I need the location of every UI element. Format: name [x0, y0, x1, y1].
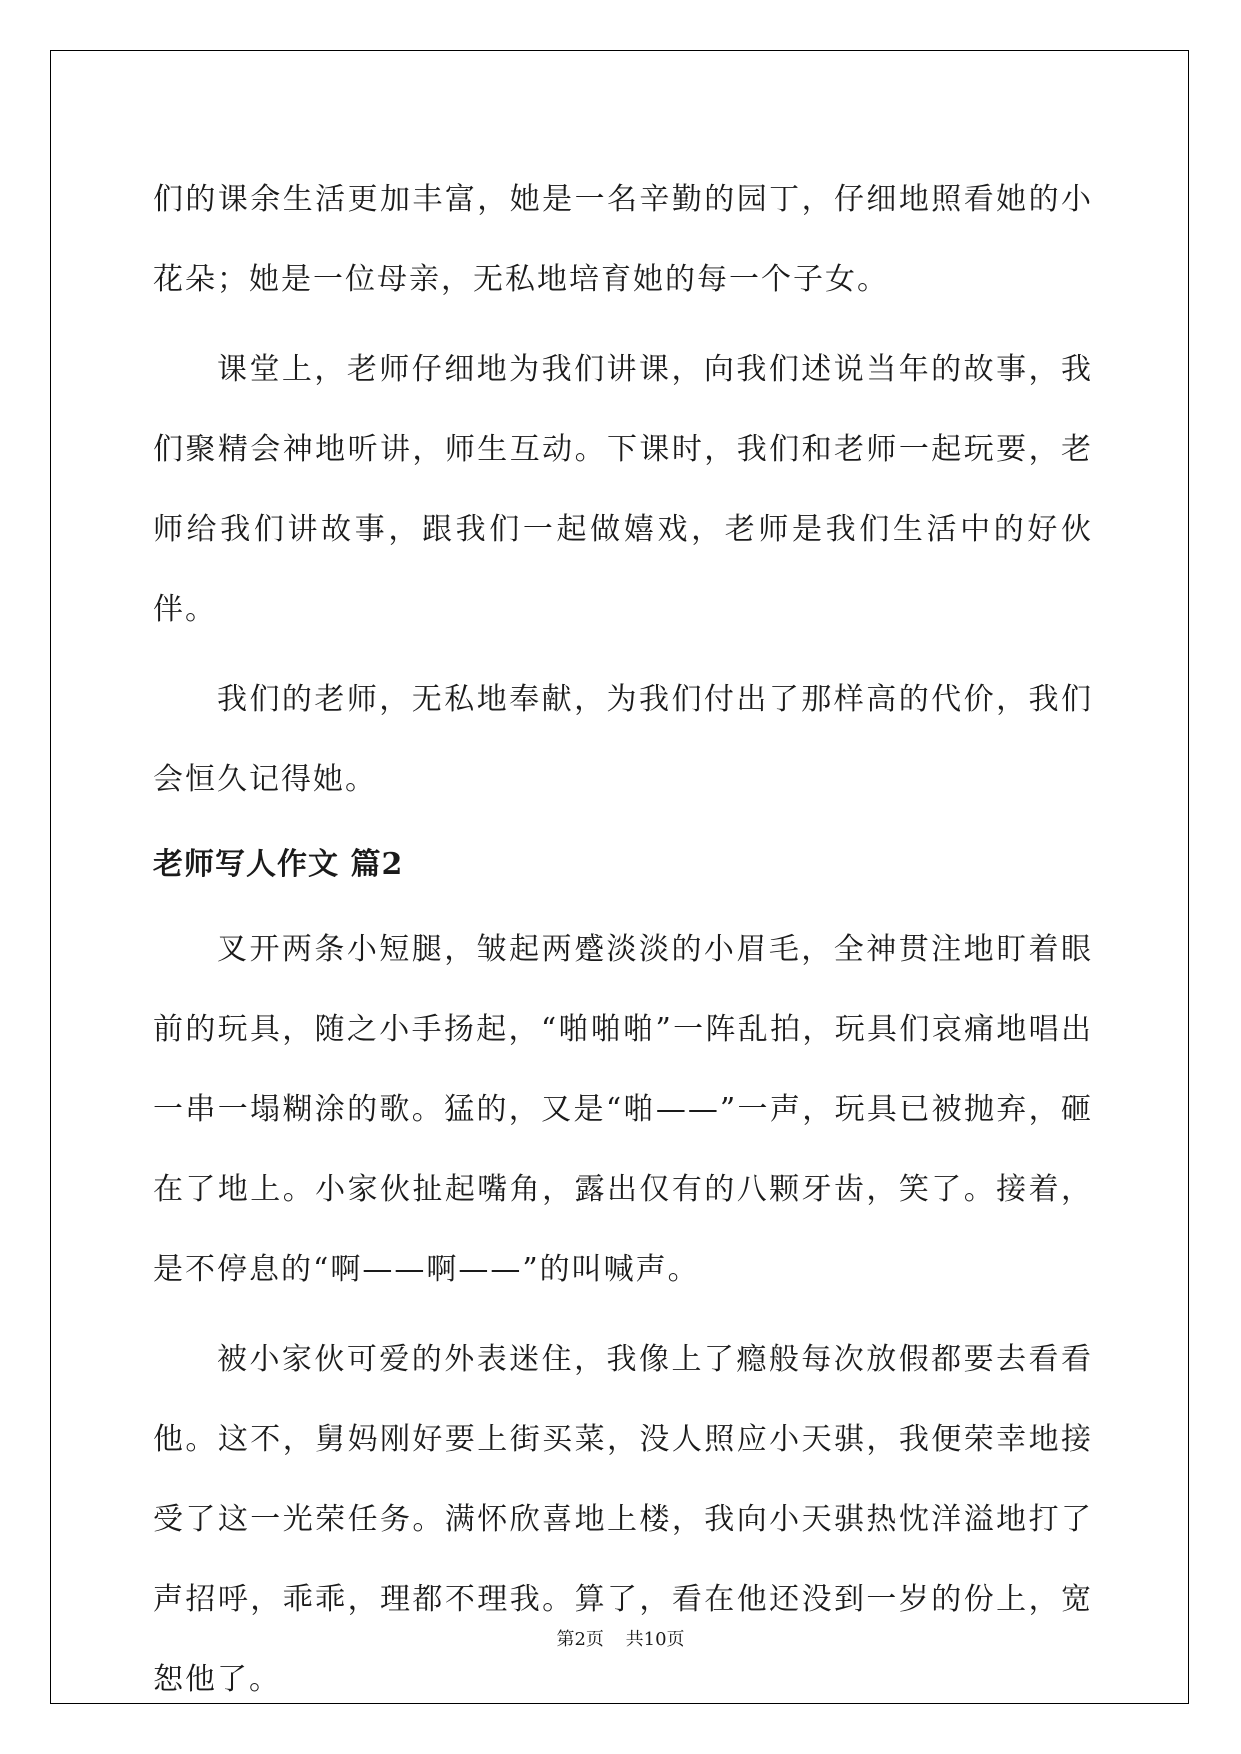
paragraph-4: 叉开两条小短腿，皱起两蹙淡淡的小眉毛，全神贯注地盯着眼前的玩具，随之小手扬起，“啪啪啪”一阵乱拍，玩具们哀痛地唱出一串一塌糊涂的歌。猛的，又是“啪——”一声，玩具已被抛弃，砸在了地上。小家伙扯起嘴角，露出仅有的八颗牙齿，笑了。接着，是不停息的“啊——啊——”的叫喊声。	[153, 932, 1093, 1287]
page-footer	[0, 1625, 1241, 1651]
paragraph-1: 们的课余生活更加丰富，她是一名辛勤的园丁，仔细地照看她的小花朵；她是一位母亲，无私地培育她的每一个子女。	[153, 182, 1093, 297]
paragraph-5: 被小家伙可爱的外表迷住，我像上了瘾般每次放假都要去看看他。这不，舅妈刚好要上街买菜，没人照应小天骐，我便荣幸地接受了这一光荣任务。满怀欣喜地上楼，我向小天骐热忱洋溢地打了声招呼，乖乖，理都不理我。算了，看在他还没到一岁的份上，宽恕他了。	[153, 1342, 1093, 1697]
document-body	[153, 160, 1093, 1730]
section-heading: 老师写人作文 篇2	[153, 847, 404, 882]
paragraph-2: 课堂上，老师仔细地为我们讲课，向我们述说当年的故事，我们聚精会神地听讲，师生互动。下课时，我们和老师一起玩要，老师给我们讲故事，跟我们一起做嬉戏，老师是我们生活中的好伙伴。	[153, 352, 1093, 627]
paragraph-3: 我们的老师，无私地奉献，为我们付出了那样高的代价，我们会恒久记得她。	[153, 682, 1093, 797]
page-total: 共10页	[625, 1629, 685, 1650]
page-number: 第2页	[556, 1629, 604, 1650]
